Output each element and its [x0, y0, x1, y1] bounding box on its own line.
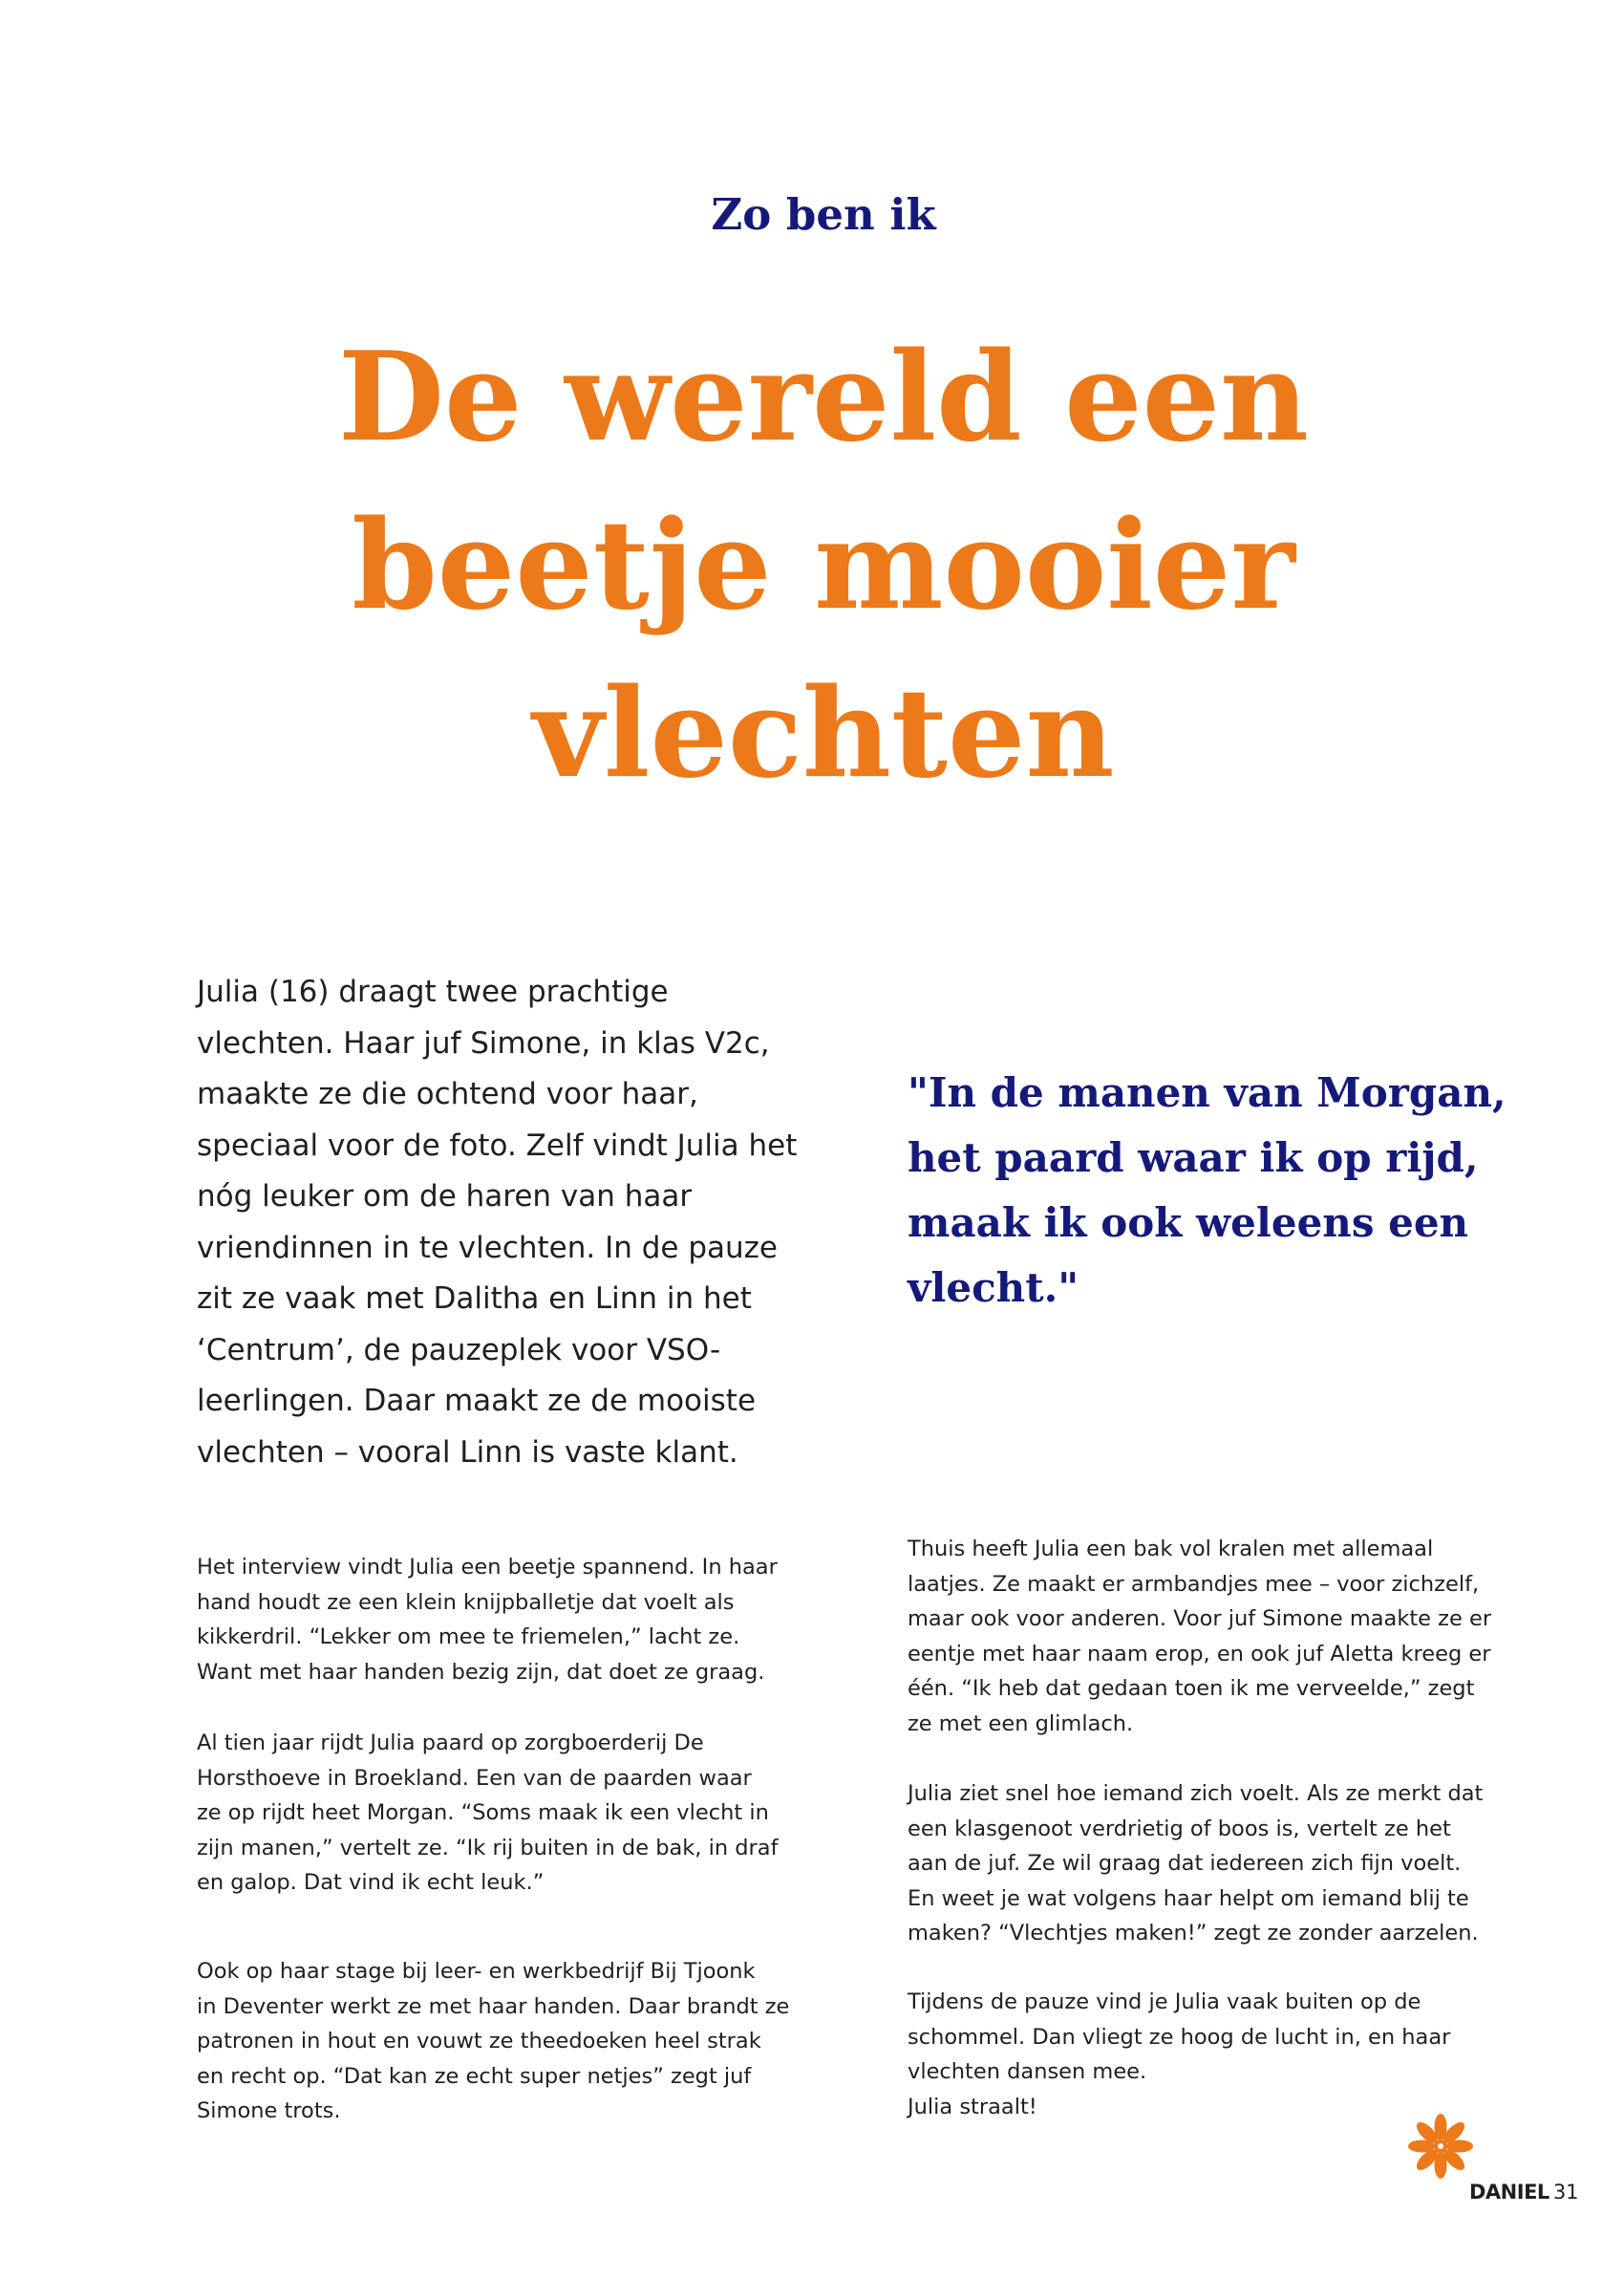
body-line: hand houdt ze een klein knijpballetje dat voelt als [197, 1589, 735, 1615]
body-paragraph [908, 1532, 1491, 1742]
body-line: maken? “Vlechtjes maken!” zegt ze zonder aarzelen. [908, 1921, 1479, 1946]
quote-line: vlecht." [908, 1264, 1079, 1311]
body-line: laatjes. Ze maakt er armbandjes mee – voor zichzelf, [908, 1571, 1480, 1597]
body-paragraph [197, 1550, 778, 1689]
body-paragraph [908, 1985, 1450, 2124]
body-line: Thuis heeft Julia een bak vol kralen met allemaal [908, 1537, 1434, 1561]
body-line: Horsthoeve in Broekland. Een van de paarden waar [197, 1765, 752, 1791]
body-line: En weet je wat volgens haar helpt om iemand blij te [908, 1885, 1469, 1911]
headline-line: beetje mooier [352, 494, 1295, 637]
body-line: ze op rijdt heet Morgan. “Soms maak ik een vlecht in [197, 1800, 769, 1826]
intro-paragraph [197, 967, 808, 1478]
intro-line: speciaal voor de foto. Zelf vindt Julia het [197, 1128, 798, 1163]
body-line: Simone trots. [197, 2098, 341, 2124]
body-paragraph [197, 1954, 789, 2129]
page-number: 31 [1552, 2181, 1579, 2204]
body-paragraph [908, 1776, 1483, 1951]
intro-line: Julia (16) draagt twee prachtige [197, 975, 669, 1009]
headline-line: De wereld een [337, 326, 1310, 469]
body-line: schommel. Dan vliegt ze hoog de lucht in, en haar [908, 2024, 1451, 2050]
headline [0, 313, 1624, 818]
body-line: maar ook voor anderen. Voor juf Simone maakte ze er [908, 1606, 1492, 1632]
body-line: patronen in hout en vouwt ze theedoeken heel strak [197, 2029, 761, 2054]
magazine-logo: DANIEL [1469, 2181, 1549, 2204]
body-line: kikkerdril. “Lekker om mee te friemelen,” lacht ze. [197, 1624, 740, 1650]
body-line: eentje met haar naam erop, en ook juf Aletta kreeg er [908, 1641, 1491, 1666]
body-paragraph [197, 1726, 779, 1901]
quote-line: maak ik ook weleens een [908, 1199, 1469, 1246]
quote-line: "In de manen van Morgan, [908, 1069, 1506, 1116]
quote-line: het paard waar ik op rijd, [908, 1134, 1479, 1181]
body-line: Al tien jaar rijdt Julia paard op zorgboerderij De [197, 1731, 704, 1755]
page-footer [1469, 2181, 1579, 2204]
intro-line: nóg leuker om de haren van haar [197, 1179, 693, 1214]
body-line: aan de juf. Ze wil graag dat iedereen zich fijn voelt. [908, 1851, 1462, 1877]
body-line: Ook op haar stage bij leer- en werkbedrijf Bij Tjoonk [197, 1959, 756, 1984]
body-line: één. “Ik heb dat gedaan toen ik me verveelde,” zegt [908, 1676, 1475, 1702]
body-line: ze met een glimlach. [908, 1710, 1134, 1736]
intro-line: leerlingen. Daar maakt ze de mooiste [197, 1384, 757, 1418]
body-line: Julia straalt! [908, 2094, 1037, 2119]
body-line: zijn manen,” vertelt ze. “Ik rij buiten in de bak, in draf [197, 1835, 779, 1860]
intro-line: zit ze vaak met Dalitha en Linn in het [197, 1281, 752, 1316]
intro-line: ‘Centrum’, de pauzeplek voor VSO- [197, 1332, 721, 1367]
body-line: Julia ziet snel hoe iemand zich voelt. Als ze merkt dat [908, 1781, 1484, 1806]
body-line: en galop. Dat vind ik echt leuk.” [197, 1870, 545, 1896]
body-line: in Deventer werkt ze met haar handen. Daar brandt ze [197, 1993, 790, 2019]
body-line: Want met haar handen bezig zijn, dat doet ze graag. [197, 1659, 765, 1685]
intro-line: vlechten – vooral Linn is vaste klant. [197, 1434, 738, 1470]
intro-line: maakte ze die ochtend voor haar, [197, 1077, 698, 1111]
flower-icon [1406, 2112, 1475, 2181]
body-line: en recht op. “Dat kan ze echt super netjes” zegt juf [197, 2063, 752, 2089]
pull-quote [908, 1061, 1519, 1321]
intro-line: vriendinnen in te vlechten. In de pauze [197, 1230, 778, 1265]
body-line: Het interview vindt Julia een beetje spannend. In haar [197, 1555, 778, 1580]
body-line: vlechten dansen mee. [908, 2059, 1147, 2085]
body-line: Tijdens de pauze vind je Julia vaak buiten op de [908, 1989, 1421, 2014]
body-line: een klasgenoot verdrietig of boos is, vertelt ze het [908, 1816, 1451, 1841]
kicker: Zo ben ik [711, 189, 936, 240]
headline-line: vlechten [532, 662, 1115, 806]
intro-line: vlechten. Haar juf Simone, in klas V2c, [197, 1025, 770, 1061]
